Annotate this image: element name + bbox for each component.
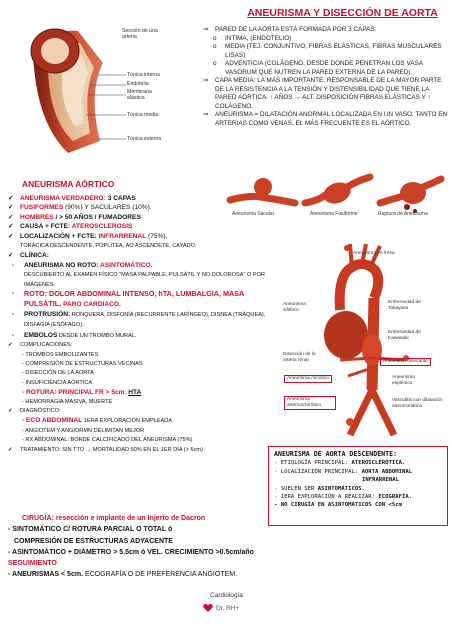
list-item: ✓ ANEURISMA VERDADERO: 3 CAPAS	[8, 195, 136, 202]
list-item: ⇒ ANEURISMA = DILATACIÓN ANORMAL LOCALIZADA EN UN VASO. TANTO EN ARTERIAS COMO VENAS, EL MÁS FRECUENTE ES EL AÓRTICO.	[203, 111, 448, 127]
aorta-wall-list	[203, 26, 448, 128]
ruptured-aneurysm-icon	[380, 179, 441, 213]
artery-label-media: Túnica media	[127, 112, 159, 118]
icon-label-fusiform: Aneurisma Fusiforme	[310, 211, 358, 217]
list-item: - PROTRUSIÓN: RONQUERA, DISFONÍA (RECURRENTE LARÍNGEO), DISNEA (TRÁQUEA), DISFAGIA (ESÓFAGO).	[12, 310, 266, 329]
list-item: ✓ LOCALIZACIÓN + FCTE: INFRARRENAL (75%), TORÁCICA DESCENDENTE, POPLÍTEA, AO ASCENDETE, CAYADO.	[8, 232, 197, 250]
list-item: - ETIOLOGÍA PRINCIPAL: ATEROSCLERÓTICA.	[274, 460, 406, 467]
artery-label-endothelium: Endotelia	[127, 81, 149, 87]
list-item: - ECO ABDOMINAL 1ERA EXPLORACIÓN EMPLEADA	[22, 417, 173, 425]
treatment-section	[8, 513, 448, 581]
list-item: - ANGIOTEM Y ANGIORMN DELIMITAN MEJOR	[22, 427, 145, 434]
artery-section-illustration	[28, 23, 193, 158]
list-item: ⇒ CAPA MEDIA: LA MÁS IMPORTANTE. RESPONSABLE DE LA MAYOR PARTE DE LA RESISTENCIA A LA TENSIÓN Y DISTENSIBILIDAD QUE TIENE LA PARED AÓRTICA. ↑ AÑOS → ALT. DISPOSICIÓN FIBRAS ELÁSTICAS Y ↑ COLÁGENO.	[203, 77, 442, 110]
list-item: SEGUIMIENTO	[8, 560, 57, 568]
artery-label-intima: Túnica interna	[127, 72, 160, 78]
list-item: ✓ HOMBRES / > 50 AÑOS / FUMADORES	[8, 213, 141, 221]
list-item: - ANEURISMAS < 5cm. ECOGRAFÍA O DE PREFERENCIA ANGIOTEM.	[8, 571, 238, 579]
list-item: - 1ERA EXPLORACIÓN A REALIZAR: ECOGRAFÍA.	[274, 494, 413, 501]
section-title: ANEURISMA AÓRTICO	[22, 179, 115, 189]
aorta-label-renal-dissection: Disección de la arteria renal	[283, 352, 316, 363]
page-title: ANEURISMA Y DISECCIÓN DE AORTA	[247, 7, 438, 19]
list-item: ✓ COMPLICACIONES:	[8, 342, 73, 349]
list-item: - SUELEN SER ASINTOMÁTICOS.	[274, 485, 365, 492]
list-item: - EMBOLOS DESDE UN TROMBO MURAL.	[12, 331, 137, 339]
aorta-label-berry: Aneurisma en fresa	[353, 251, 395, 256]
aorta-label-kawasaki: Enfermedad de Kawasaki	[388, 330, 421, 341]
list-item: INFRARRENAL	[362, 477, 400, 484]
aorta-label-takayasu: Enfermedad de Takayasu	[388, 300, 421, 311]
list-item: ✓ CAUSA + FCTE: ATEROSCLEROSIS	[8, 223, 133, 231]
aortic-aneurysm-list	[8, 194, 278, 455]
author-logo: Dr. RH+	[203, 603, 239, 613]
list-item: COMPRESIÓN DE ESTRUCTURAS ADYACENTE	[14, 537, 173, 545]
aorta-label-mycotic: Aneurisma micótico	[284, 375, 332, 383]
list-item: - RX ABDOMINAL: BORDE CALCIFICADO DEL ANEURISMA (75%)	[22, 437, 193, 444]
list-item: CIRUGÍA: resección e implante de un Injerto de Dacron	[22, 515, 206, 522]
list-item: - DISECCIÓN DE LA AORTA	[22, 370, 94, 377]
icon-label-rupture: Ruptura de Aneurisma	[378, 211, 428, 217]
list-item: ✓ DIAGNÓSTICO:	[8, 407, 61, 414]
list-item: - INSUFICIENCIA AÓRTICA	[22, 379, 93, 386]
artery-label-externa: Túnica externa	[127, 136, 162, 142]
icon-label-saccular: Aneurisma Sacular	[232, 211, 275, 217]
list-item: - LOCALIZACIÓN PRINCIPAL: AORTA ABDOMINAL	[274, 468, 413, 475]
list-item: - NO CIRUGÍA EN ASINTOMÁTICOS CON <5cm	[274, 502, 402, 509]
list-item: - TROMBOS EMBOLIZANTES	[22, 351, 99, 358]
list-item: o INTIMA, (ENDOTELIO)	[213, 34, 292, 42]
list-item: - ASINTOMÁTICO + DIÁMETRO > 5.5cm ó VEL. CRECIMIENTO >0.5cm/año	[8, 548, 254, 556]
list-item: ✓ FUSIFORMES (90%) Y SACULARES (10%).	[8, 204, 152, 212]
list-item: - ROTURA: PRINCIPAL FR > 5cm. HTA	[22, 389, 142, 397]
list-item: ⇒ PARED DE LA AORTA ESTÁ FORMADA POR 3 CAPAS:	[203, 26, 377, 33]
aorta-label-arteriosclerotic: Aneurisma arteriosclerótico	[284, 396, 336, 410]
list-item: - ROTO: DOLOR ABDOMINAL INTENSO, hTA, LUMBALGIA, MASA PULSÁTIL, PARO CARDIACO.	[12, 289, 244, 309]
aorta-label-vasculitis: Vasculitis con dilatación aneurismática	[392, 398, 443, 409]
artery-caption: Sección de una arteria	[122, 28, 158, 40]
list-item: - SINTOMÁTICO C/ ROTURA PARCIAL O TOTAL ó	[8, 526, 173, 534]
list-item: ✓ CLÍNICA:	[8, 252, 49, 260]
list-item: - HEMORRAGIA MASIVA, MUERTE	[22, 398, 113, 405]
artery-label-elastic: Membrana elástica	[127, 89, 152, 101]
list-item: - COMPRESIÓN DE ESTRUCTURAS VECINAS	[22, 360, 143, 367]
aorta-label-syphilitic: Aneurisma sifilítico	[283, 302, 306, 313]
list-item: - ANEURISMA NO ROTO: ASINTOMÁTICO. DESCUBIERTO AL EXAMEN FÍSICO "MASA PALPABLE, PULSÁTIL Y NO DOLOROSA" O POR IMÁGENES.	[12, 261, 266, 288]
heart-icon	[203, 603, 213, 613]
list-item: o ADVENTICIA (COLÁGENO, DESDE DONDE PENETRAN LOS VASA VASORUM QUE NUTREN LA PARED EXTERNA DE LA PARED).	[213, 60, 423, 76]
footer-specialty: Cardiología	[210, 592, 243, 599]
aorta-label-dissecting: Aneurisma disecante	[380, 358, 431, 366]
aorta-label-splenic: Aneurisma esplénico	[392, 375, 415, 386]
list-item: o MEDIA (TEJ. CONJUNTIVO, FIBRAS ELÁSTICAS, FIBRAS MUSCULARES LISAS)	[213, 43, 442, 59]
descending-aorta-box: ANEURISMA DE AORTA DESCENDENTE: - ETIOLOGÍA PRINCIPAL: ATEROSCLERÓTICA. - LOCALIZACIÓN PRINCIPAL: AORTA ABDOMINAL INFRARRENAL - SUELEN SER ASINTOMÁTICOS. - 1ERA EXPLORACIÓN A REALIZAR: ECOGRAFÍA. - NO CIRUGÍA EN ASINTOMÁTICOS CON <5cm	[268, 446, 448, 526]
fusiform-aneurysm-icon	[305, 177, 370, 207]
list-item: ✓ TRATAMIENTO: SIN TTO → MORTALIDAD 50% EN EL 1ER DÍA (> 6cm)	[8, 446, 203, 453]
